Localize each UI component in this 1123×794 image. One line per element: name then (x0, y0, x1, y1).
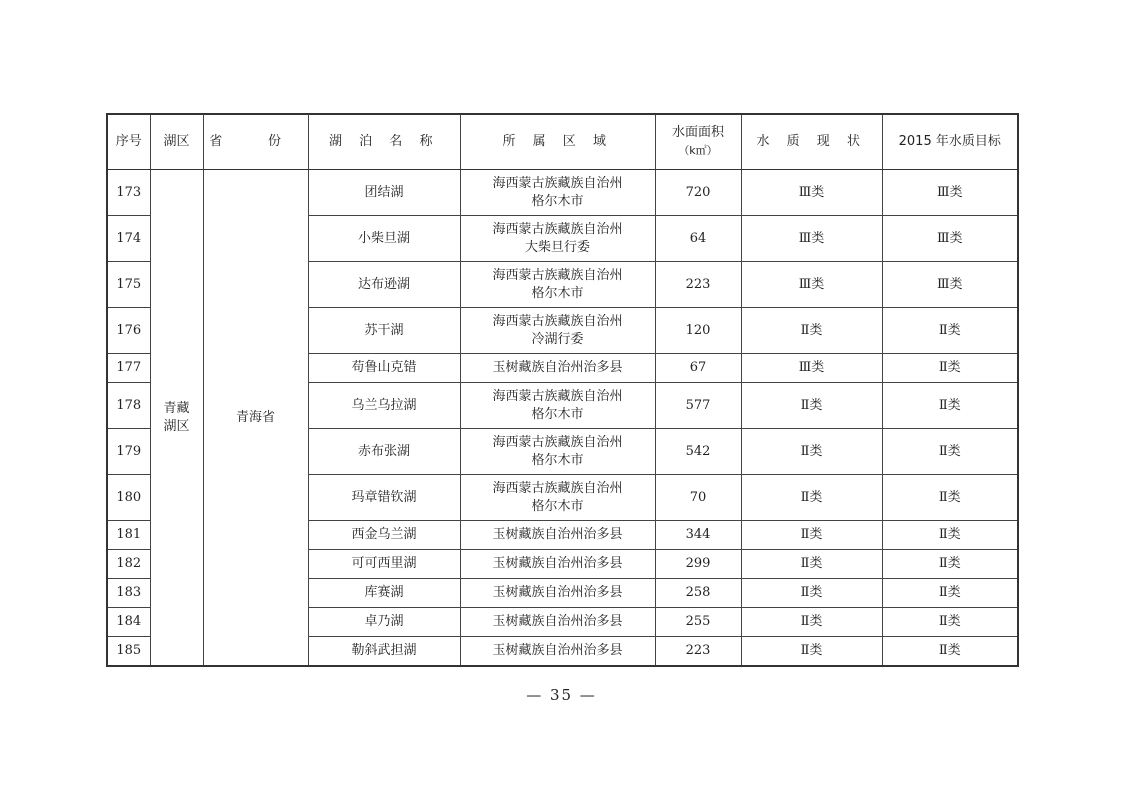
cell-no: 185 (107, 637, 150, 667)
cell-area: 64 (655, 216, 741, 262)
cell-lake-name: 乌兰乌拉湖 (308, 383, 460, 429)
cell-quality-now: Ⅲ类 (741, 262, 882, 308)
cell-region: 海西蒙古族藏族自治州 大柴旦行委 (460, 216, 655, 262)
cell-quality-target: Ⅱ类 (882, 429, 1018, 475)
cell-lake-name: 小柴旦湖 (308, 216, 460, 262)
cell-region: 玉树藏族自治州治多县 (460, 550, 655, 579)
cell-quality-now: Ⅱ类 (741, 608, 882, 637)
cell-no: 177 (107, 354, 150, 383)
cell-lake-name: 达布逊湖 (308, 262, 460, 308)
cell-quality-now: Ⅱ类 (741, 579, 882, 608)
cell-quality-now: Ⅲ类 (741, 216, 882, 262)
cell-lake-name: 西金乌兰湖 (308, 521, 460, 550)
cell-no: 180 (107, 475, 150, 521)
cell-region: 玉树藏族自治州治多县 (460, 354, 655, 383)
cell-no: 183 (107, 579, 150, 608)
cell-quality-target: Ⅱ类 (882, 475, 1018, 521)
cell-no: 174 (107, 216, 150, 262)
cell-region: 海西蒙古族藏族自治州 格尔木市 (460, 383, 655, 429)
cell-lake-name: 库赛湖 (308, 579, 460, 608)
header-area (655, 114, 741, 170)
cell-area: 577 (655, 383, 741, 429)
cell-quality-target: Ⅱ类 (882, 637, 1018, 667)
cell-lake-name: 可可西里湖 (308, 550, 460, 579)
cell-area: 223 (655, 262, 741, 308)
cell-region: 海西蒙古族藏族自治州 格尔木市 (460, 429, 655, 475)
page-number: — 35 — (526, 686, 597, 704)
cell-quality-now: Ⅱ类 (741, 637, 882, 667)
cell-no: 176 (107, 308, 150, 354)
cell-quality-now: Ⅱ类 (741, 550, 882, 579)
header-quality-now: 水 质 现 状 (741, 114, 882, 170)
cell-lake-name: 勒斜武担湖 (308, 637, 460, 667)
header-quality-target: 2015 年水质目标 (882, 114, 1018, 170)
cell-region: 玉树藏族自治州治多县 (460, 637, 655, 667)
cell-area: 223 (655, 637, 741, 667)
cell-quality-now: Ⅱ类 (741, 383, 882, 429)
cell-no: 178 (107, 383, 150, 429)
cell-region: 玉树藏族自治州治多县 (460, 608, 655, 637)
table-row (107, 170, 1018, 216)
cell-quality-target: Ⅱ类 (882, 550, 1018, 579)
cell-quality-target: Ⅲ类 (882, 262, 1018, 308)
cell-area: 258 (655, 579, 741, 608)
cell-quality-target: Ⅱ类 (882, 308, 1018, 354)
cell-area: 299 (655, 550, 741, 579)
cell-region: 玉树藏族自治州治多县 (460, 521, 655, 550)
cell-area: 720 (655, 170, 741, 216)
table-body (107, 170, 1018, 667)
cell-no: 181 (107, 521, 150, 550)
cell-area: 120 (655, 308, 741, 354)
cell-lake-name: 苟鲁山克错 (308, 354, 460, 383)
cell-province: 青海省 (203, 170, 308, 667)
cell-zone: 青藏 湖区 (150, 170, 203, 667)
cell-quality-target: Ⅱ类 (882, 579, 1018, 608)
cell-lake-name: 卓乃湖 (308, 608, 460, 637)
cell-lake-name: 玛章错钦湖 (308, 475, 460, 521)
header-area-unit: （k㎡） (678, 144, 718, 157)
header-row (107, 114, 1018, 170)
cell-quality-now: Ⅲ类 (741, 170, 882, 216)
cell-no: 184 (107, 608, 150, 637)
cell-quality-now: Ⅱ类 (741, 429, 882, 475)
cell-lake-name: 赤布张湖 (308, 429, 460, 475)
header-no: 序号 (107, 114, 150, 170)
cell-region: 海西蒙古族藏族自治州 格尔木市 (460, 475, 655, 521)
cell-region: 海西蒙古族藏族自治州 格尔木市 (460, 262, 655, 308)
cell-region: 玉树藏族自治州治多县 (460, 579, 655, 608)
header-lake-name: 湖 泊 名 称 (308, 114, 460, 170)
cell-quality-now: Ⅲ类 (741, 354, 882, 383)
cell-no: 182 (107, 550, 150, 579)
cell-area: 70 (655, 475, 741, 521)
header-area-label: 水面面积 (671, 125, 724, 140)
cell-quality-target: Ⅱ类 (882, 608, 1018, 637)
cell-quality-now: Ⅱ类 (741, 521, 882, 550)
cell-area: 542 (655, 429, 741, 475)
cell-quality-target: Ⅱ类 (882, 354, 1018, 383)
cell-quality-target: Ⅲ类 (882, 170, 1018, 216)
cell-region: 海西蒙古族藏族自治州 格尔木市 (460, 170, 655, 216)
header-zone: 湖区 (150, 114, 203, 170)
cell-area: 255 (655, 608, 741, 637)
cell-no: 175 (107, 262, 150, 308)
header-province: 省 份 (203, 114, 308, 170)
cell-no: 173 (107, 170, 150, 216)
cell-area: 67 (655, 354, 741, 383)
cell-lake-name: 苏干湖 (308, 308, 460, 354)
cell-quality-now: Ⅱ类 (741, 475, 882, 521)
cell-quality-target: Ⅱ类 (882, 383, 1018, 429)
cell-area: 344 (655, 521, 741, 550)
header-region: 所 属 区 域 (460, 114, 655, 170)
cell-region: 海西蒙古族藏族自治州 冷湖行委 (460, 308, 655, 354)
lake-water-quality-table (106, 113, 1019, 667)
cell-quality-target: Ⅲ类 (882, 216, 1018, 262)
cell-no: 179 (107, 429, 150, 475)
cell-quality-now: Ⅱ类 (741, 308, 882, 354)
cell-lake-name: 团结湖 (308, 170, 460, 216)
cell-quality-target: Ⅱ类 (882, 521, 1018, 550)
